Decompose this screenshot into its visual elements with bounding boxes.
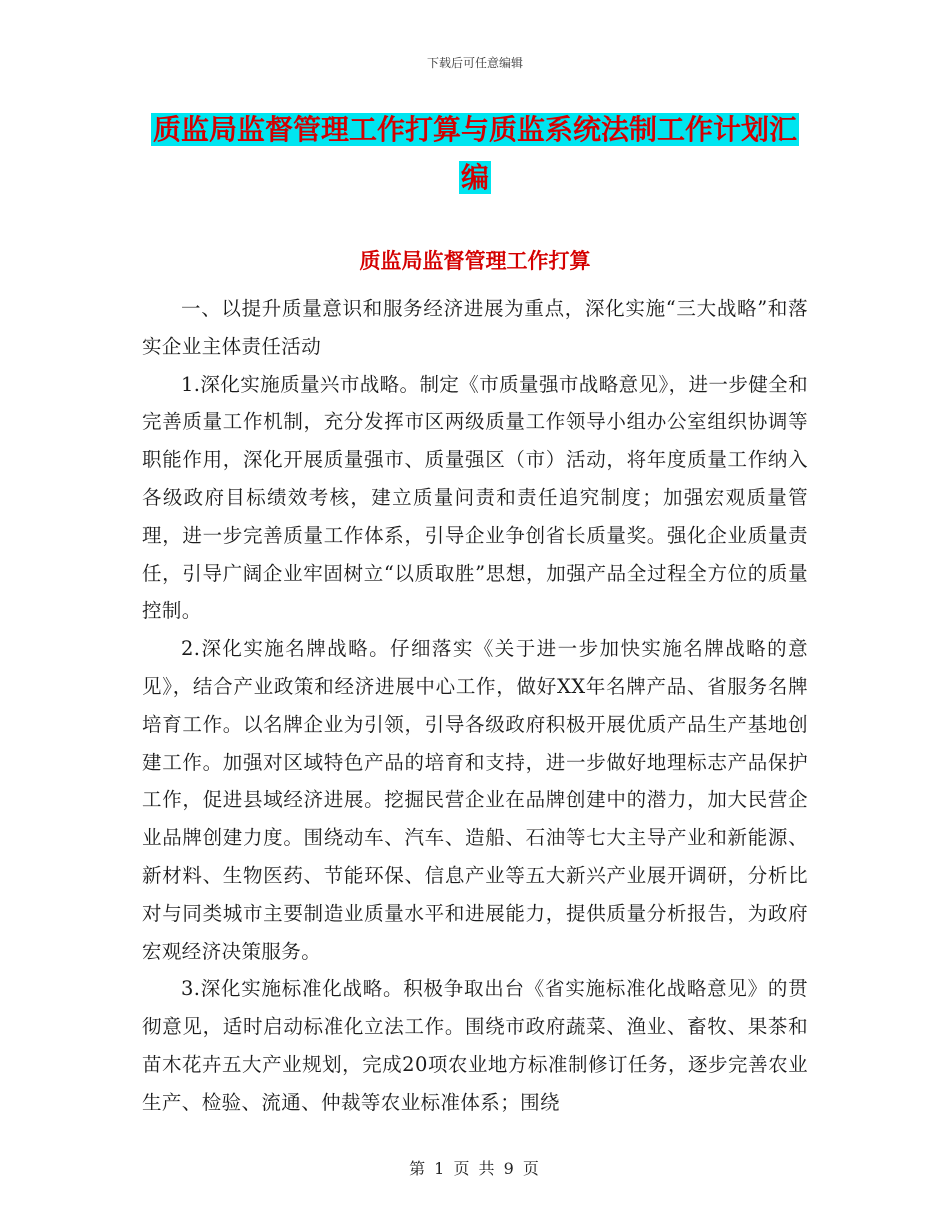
page-number-footer: 第 1 页 共 9 页 (409, 1159, 541, 1178)
document-title (140, 106, 810, 202)
paragraph: 2.深化实施名牌战略。仔细落实《关于进一步加快实施名牌战略的意见》，结合产业政策和经济进展中心工作，做好XX年名牌产品、省服务名牌培育工作。以名牌企业为引领，引导各级政府积极开展优质产品生产基地创建工作。加强对区域特色产品的培育和支持，进一步做好地理标志产品保护工作，促进县域经济进展。挖掘民营企业在品牌创建中的潜力，加大民营企业品牌创建力度。围绕动车、汽车、造船、石油等七大主导产业和新能源、新材料、生物医药、节能环保、信息产业等五大新兴产业展开调研，分析比对与同类城市主要制造业质量水平和进展能力，提供质量分析报告，为政府宏观经济决策服务。 (142, 637, 808, 963)
document-body (142, 290, 808, 1122)
header-note: 下载后可任意编辑 (426, 56, 523, 70)
section-title: 质监局监督管理工作打算 (359, 249, 591, 273)
document-title-line-1: 质监局监督管理工作打算与质监系统法制工作计划汇 (152, 113, 797, 146)
paragraph: 1.深化实施质量兴市战略。制定《市质量强市战略意见》，进一步健全和完善质量工作机制，充分发挥市区两级质量工作领导小组办公室组织协调等职能作用，深化开展质量强市、质量强区（市）活动，将年度质量工作纳入各级政府目标绩效考核，建立质量问责和责任追究制度；加强宏观质量管理，进一步完善质量工作体系，引导企业争创省长质量奖。强化企业质量责任，引导广阔企业牢固树立“以质取胜”思想，加强产品全过程全方位的质量控制。 (142, 372, 808, 623)
paragraph: 3.深化实施标准化战略。积极争取出台《省实施标准化战略意见》的贯彻意见，适时启动标准化立法工作。围绕市政府蔬菜、渔业、畜牧、果茶和苗木花卉五大产业规划，完成20项农业地方标准制修订任务，逐步完善农业生产、检验、流通、仲裁等农业标准体系；围绕 (142, 977, 808, 1114)
paragraph: 一、以提升质量意识和服务经济进展为重点，深化实施“三大战略”和落实企业主体责任活动 (142, 297, 808, 358)
document-title-line-2: 编 (460, 161, 489, 194)
